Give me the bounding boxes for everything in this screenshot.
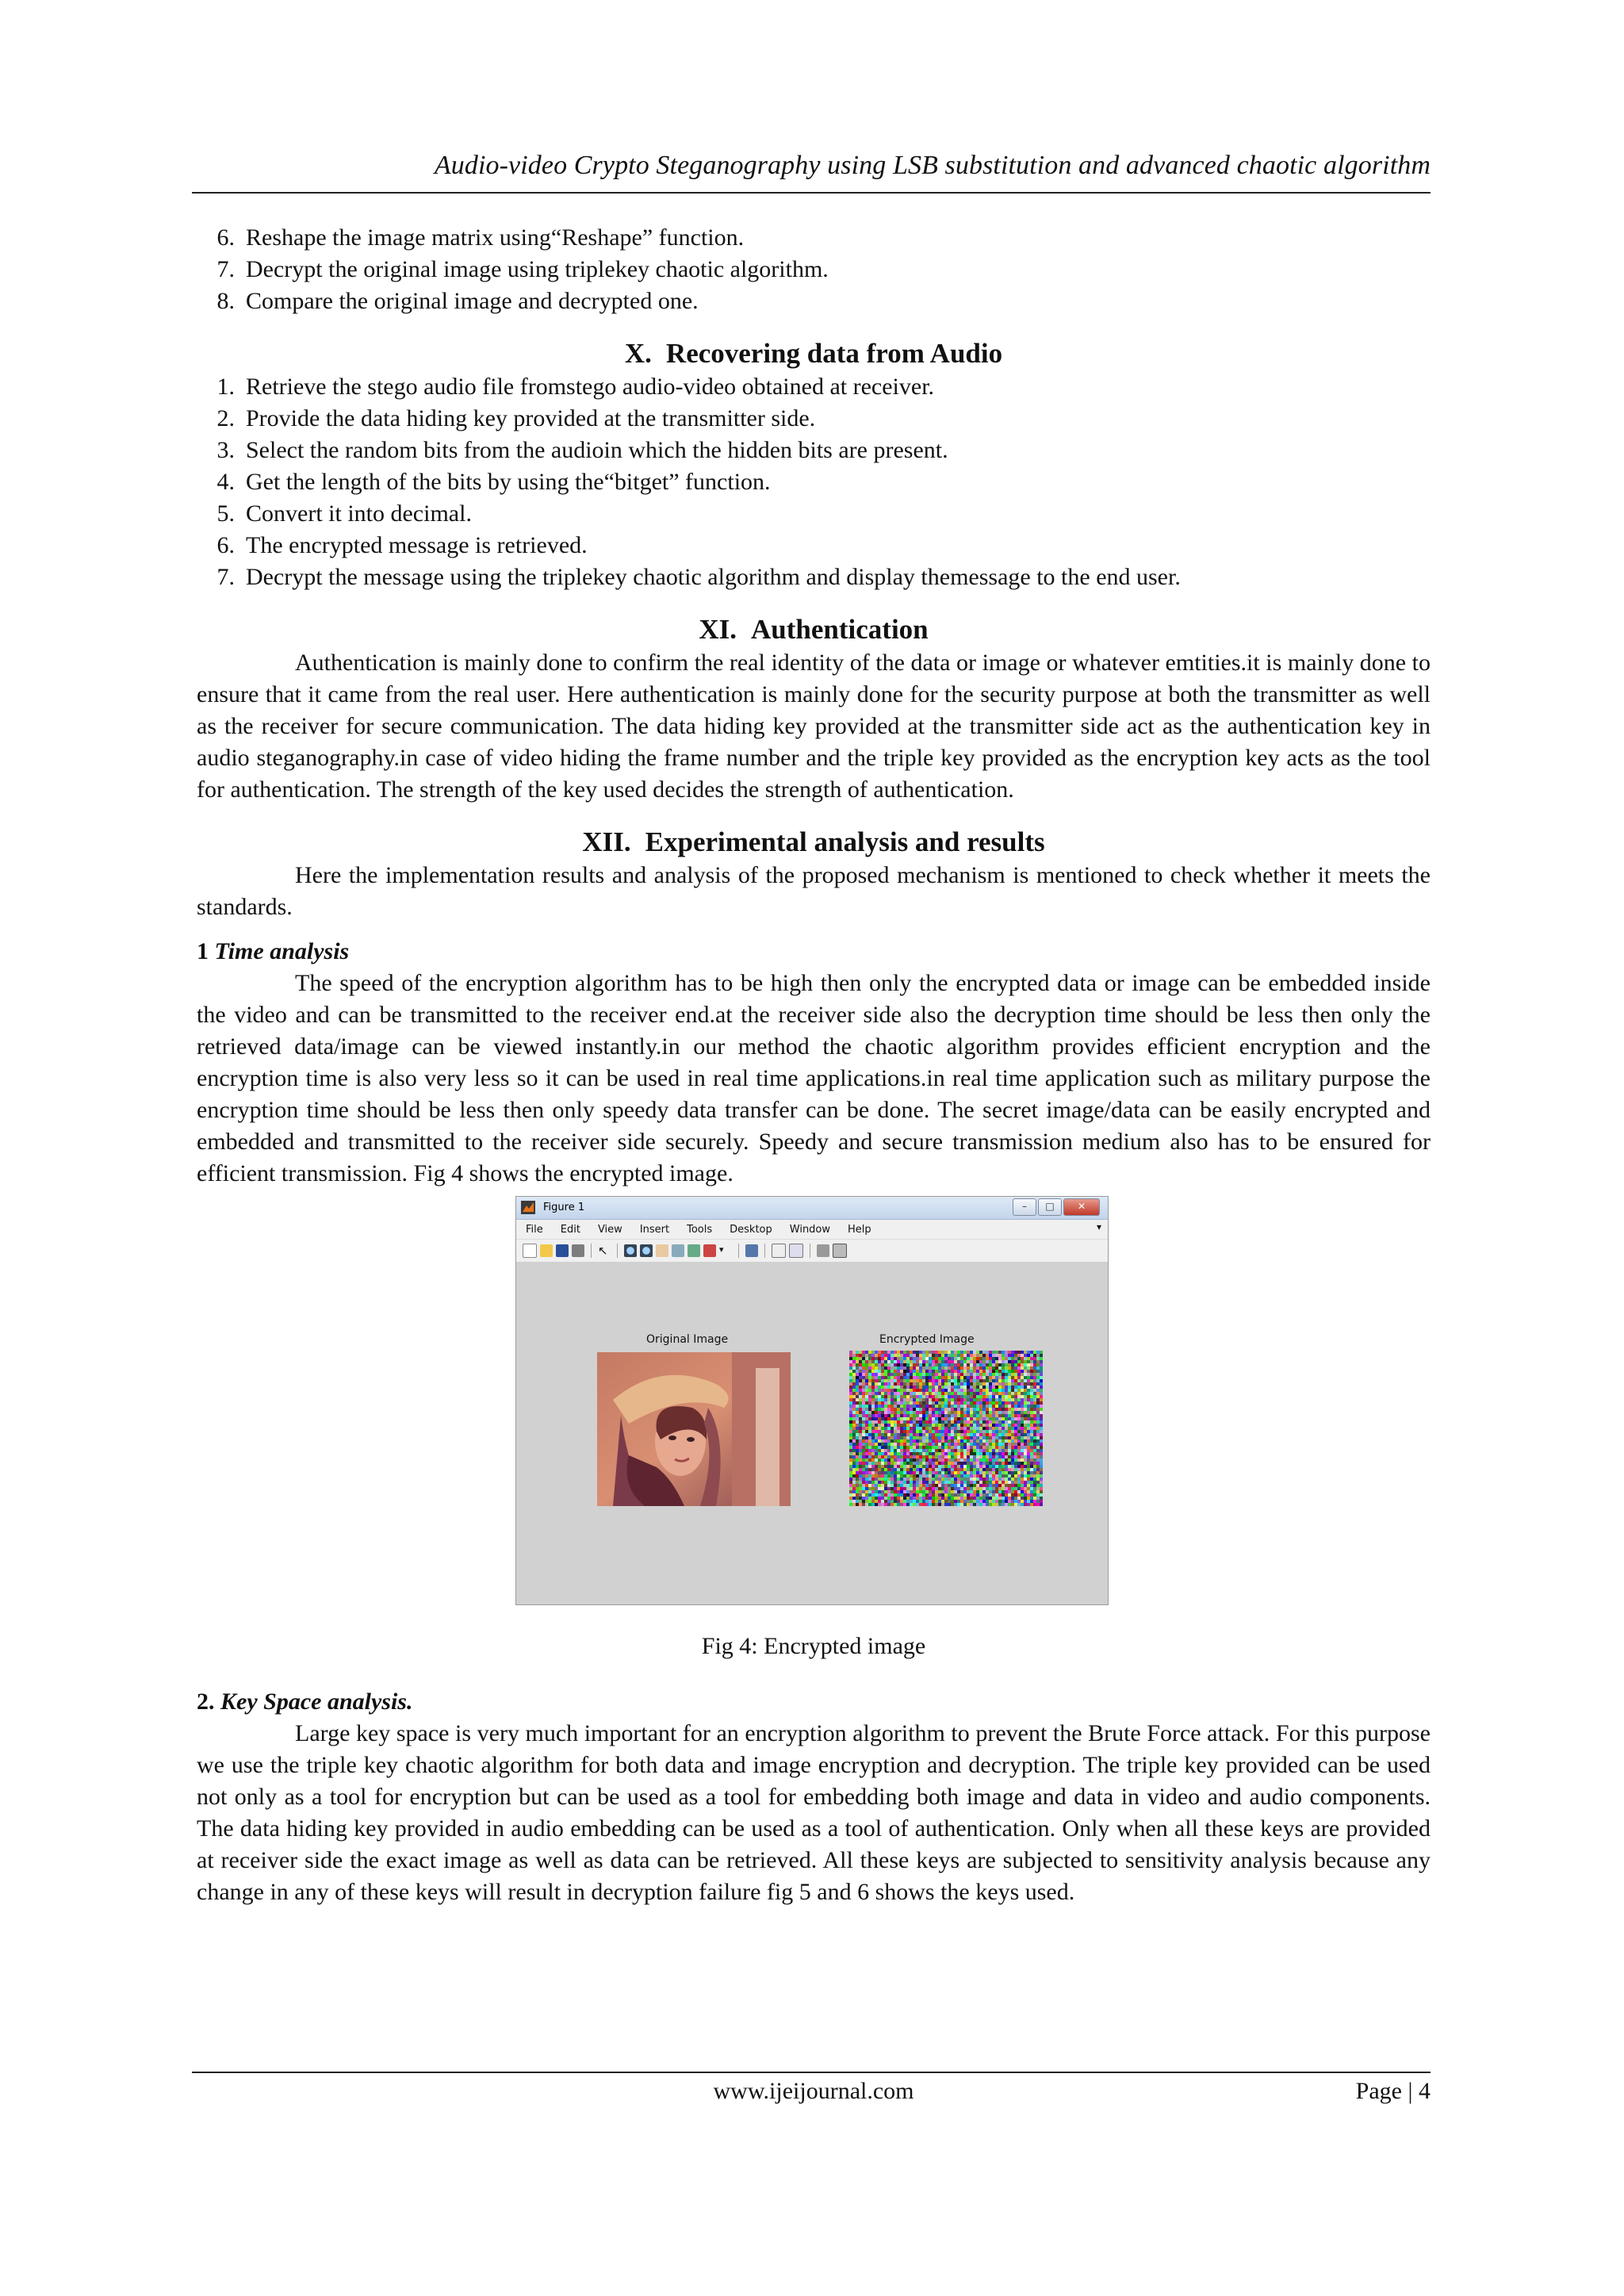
step-text: Provide the data hiding key provided at the transmitter side. [246,405,816,431]
section-numeral: XI. [699,614,737,645]
chevron-down-icon[interactable]: ▾ [719,1244,724,1255]
subsection-number: 2. [197,1688,215,1715]
footer-rule [192,2072,1431,2073]
new-figure-icon[interactable] [523,1244,537,1258]
maximize-button[interactable]: □ [1038,1198,1062,1216]
section-title: Authentication [751,614,929,645]
open-file-icon[interactable] [540,1244,553,1257]
step-text: Reshape the image matrix using“Reshape” function. [246,224,745,251]
authentication-paragraph: Authentication is mainly done to confirm the real identity of the data or image or whatever emtities.it is mainly done to ensure that it came from the real user. Here authentication is mainly done for the security purpose at both the transmitter as well as the receiver for secure communication. The data hiding key provided at the transmitter side act as the authentication key in audio steganography.in case of video hiding the frame number and the triple key provided as the encryption key acts as the tool for authentication. The strength of the key used decides the strength of authentication. [197,650,1431,803]
experimental-paragraph: Here the implementation results and analysis of the proposed mechanism is mentioned to check whether it meets the standards. [197,862,1431,920]
zoom-in-icon[interactable] [624,1244,637,1257]
step-number: 3. [216,437,235,463]
figure-4 [197,1190,1431,1629]
list-item [197,466,1431,498]
key-space-heading [197,1686,1431,1718]
time-analysis-heading [197,936,1431,968]
list-item [197,498,1431,530]
menu-desktop[interactable]: Desktop [730,1223,772,1236]
save-icon[interactable] [556,1244,569,1257]
step-text: Decrypt the message using the triplekey chaotic algorithm and display themessage to the end user. [246,564,1181,590]
list-item [197,222,1431,254]
zoom-out-icon[interactable] [640,1244,653,1257]
step-number: 6. [216,224,235,251]
rotate-icon[interactable] [672,1244,684,1257]
matlab-logo-icon [521,1201,535,1214]
menu-window[interactable]: Window [789,1223,831,1236]
minimize-button[interactable]: – [1013,1198,1036,1216]
step-text: Get the length of the bits by using the“bitget” function. [246,469,771,495]
step-number: 1. [216,374,235,400]
header-rule [192,192,1431,194]
section-heading-x [197,336,1431,371]
step-text: Decrypt the original image using triplekey chaotic algorithm. [246,256,829,282]
step-text: Retrieve the stego audio file fromstego audio-video obtained at receiver. [246,374,935,400]
section-numeral: X. [624,338,652,369]
section-heading-xii [197,825,1431,860]
pointer-icon[interactable]: ↖ [598,1244,608,1258]
menu-help[interactable]: Help [848,1223,871,1236]
close-button[interactable]: ✕ [1063,1198,1100,1216]
menu-insert[interactable]: Insert [639,1223,670,1236]
toolbar-separator [617,1244,618,1258]
paper-page [197,0,1431,2296]
running-title: Audio-video Crypto Steganography using LSB substitution and advanced chaotic algorithm [434,151,1431,180]
window-controls [1013,1198,1100,1216]
list-item [197,403,1431,435]
figure-canvas [516,1262,1108,1604]
menu-tools[interactable]: Tools [687,1223,713,1236]
step-text: Compare the original image and decrypted one. [246,288,699,314]
step-number: 6. [216,532,235,558]
window-titlebar [516,1197,1108,1220]
step-number: 2. [216,405,235,431]
step-text: Convert it into decimal. [246,500,472,527]
section-title: Experimental analysis and results [645,826,1045,857]
step-text: The encrypted message is retrieved. [246,532,588,558]
subsection-title: Time analysis [214,938,350,964]
menu-edit[interactable]: Edit [560,1223,580,1236]
list-item [197,530,1431,562]
step-number: 5. [216,500,235,527]
link-plot-icon[interactable] [745,1244,758,1257]
menu-file[interactable]: File [526,1223,543,1236]
hide-tools-icon[interactable] [817,1244,829,1257]
list-item [197,254,1431,286]
key-space-paragraph: Large key space is very much important for an encryption algorithm to prevent the Brute Force attack. For this purpose we use the triple key chaotic algorithm for both data and image encryption and decryption. The triple key provided can be used not only as a tool for encryption but can be used as a tool for embedding both image and data in video and audio components. The data hiding key provided in audio embedding can be used as a tool of authentication. Only when all these keys are provided at receiver side the exact image as well as data can be retrieved. All these keys are subjected to sensitivity analysis because any change in any of these keys will result in decryption failure fig 5 and 6 shows the keys used. [197,1720,1431,1905]
encrypted-image-title: Encrypted Image [879,1333,975,1346]
toolbar-separator [591,1244,592,1258]
recovery-step-list [197,371,1431,593]
portrait-image-icon [597,1352,791,1506]
page-content [197,222,1431,1908]
figure-toolbar [516,1240,1108,1263]
menu-view[interactable]: View [597,1223,622,1236]
list-item [197,286,1431,317]
original-image-title: Original Image [646,1333,729,1346]
menu-overflow-icon[interactable]: ▾ [1096,1221,1101,1232]
step-number: 4. [216,469,235,495]
subsection-title: Key Space analysis. [220,1688,413,1715]
legend-icon[interactable] [789,1244,803,1258]
section-title: Recovering data from Audio [665,338,1003,369]
toolbar-separator [764,1244,765,1258]
step-text: Select the random bits from the audioin which the hidden bits are present. [246,437,948,463]
page-number: Page | 4 [1355,2078,1431,2104]
show-tools-icon[interactable] [833,1244,847,1258]
step-number: 8. [216,288,235,314]
list-item [197,562,1431,593]
window-title: Figure 1 [543,1202,585,1213]
encrypted-image [849,1351,1043,1504]
step-number: 7. [216,564,235,590]
continued-step-list [197,222,1431,317]
colorbar-icon[interactable] [772,1244,786,1258]
footer-url[interactable]: www.ijeijournal.com [713,2078,914,2104]
data-cursor-icon[interactable] [688,1244,700,1257]
toolbar-separator [738,1244,739,1258]
list-item [197,371,1431,403]
original-image [597,1352,791,1506]
section-heading-xi [197,612,1431,647]
noise-image-icon [849,1351,1043,1506]
pan-icon[interactable] [656,1244,668,1257]
brush-icon[interactable] [703,1244,716,1257]
print-icon[interactable] [572,1244,584,1257]
figure-caption: Fig 4: Encrypted image [701,1633,926,1659]
subsection-number: 1 [197,938,209,964]
step-number: 7. [216,256,235,282]
time-analysis-paragraph: The speed of the encryption algorithm has to be high then only the encrypted data or image can be embedded inside the video and can be transmitted to the receiver end.at the receiver side also the decryption time should be less then only the retrieved data/image can be viewed instantly.in our method the chaotic algorithm provides efficient encryption and the encryption time is also very less so it can be used in real time applications.in real time application such as military purpose the encryption time should be less then only speedy data transfer can be done. The secret image/data can be easily encrypted and embedded and transmitted to the receiver side securely. Speedy and secure transmission medium also has to be ensured for efficient transmission. Fig 4 shows the encrypted image. [197,970,1431,1186]
list-item [197,435,1431,466]
menu-bar [516,1220,1108,1240]
section-numeral: XII. [582,826,631,857]
matlab-figure-window [515,1196,1109,1605]
